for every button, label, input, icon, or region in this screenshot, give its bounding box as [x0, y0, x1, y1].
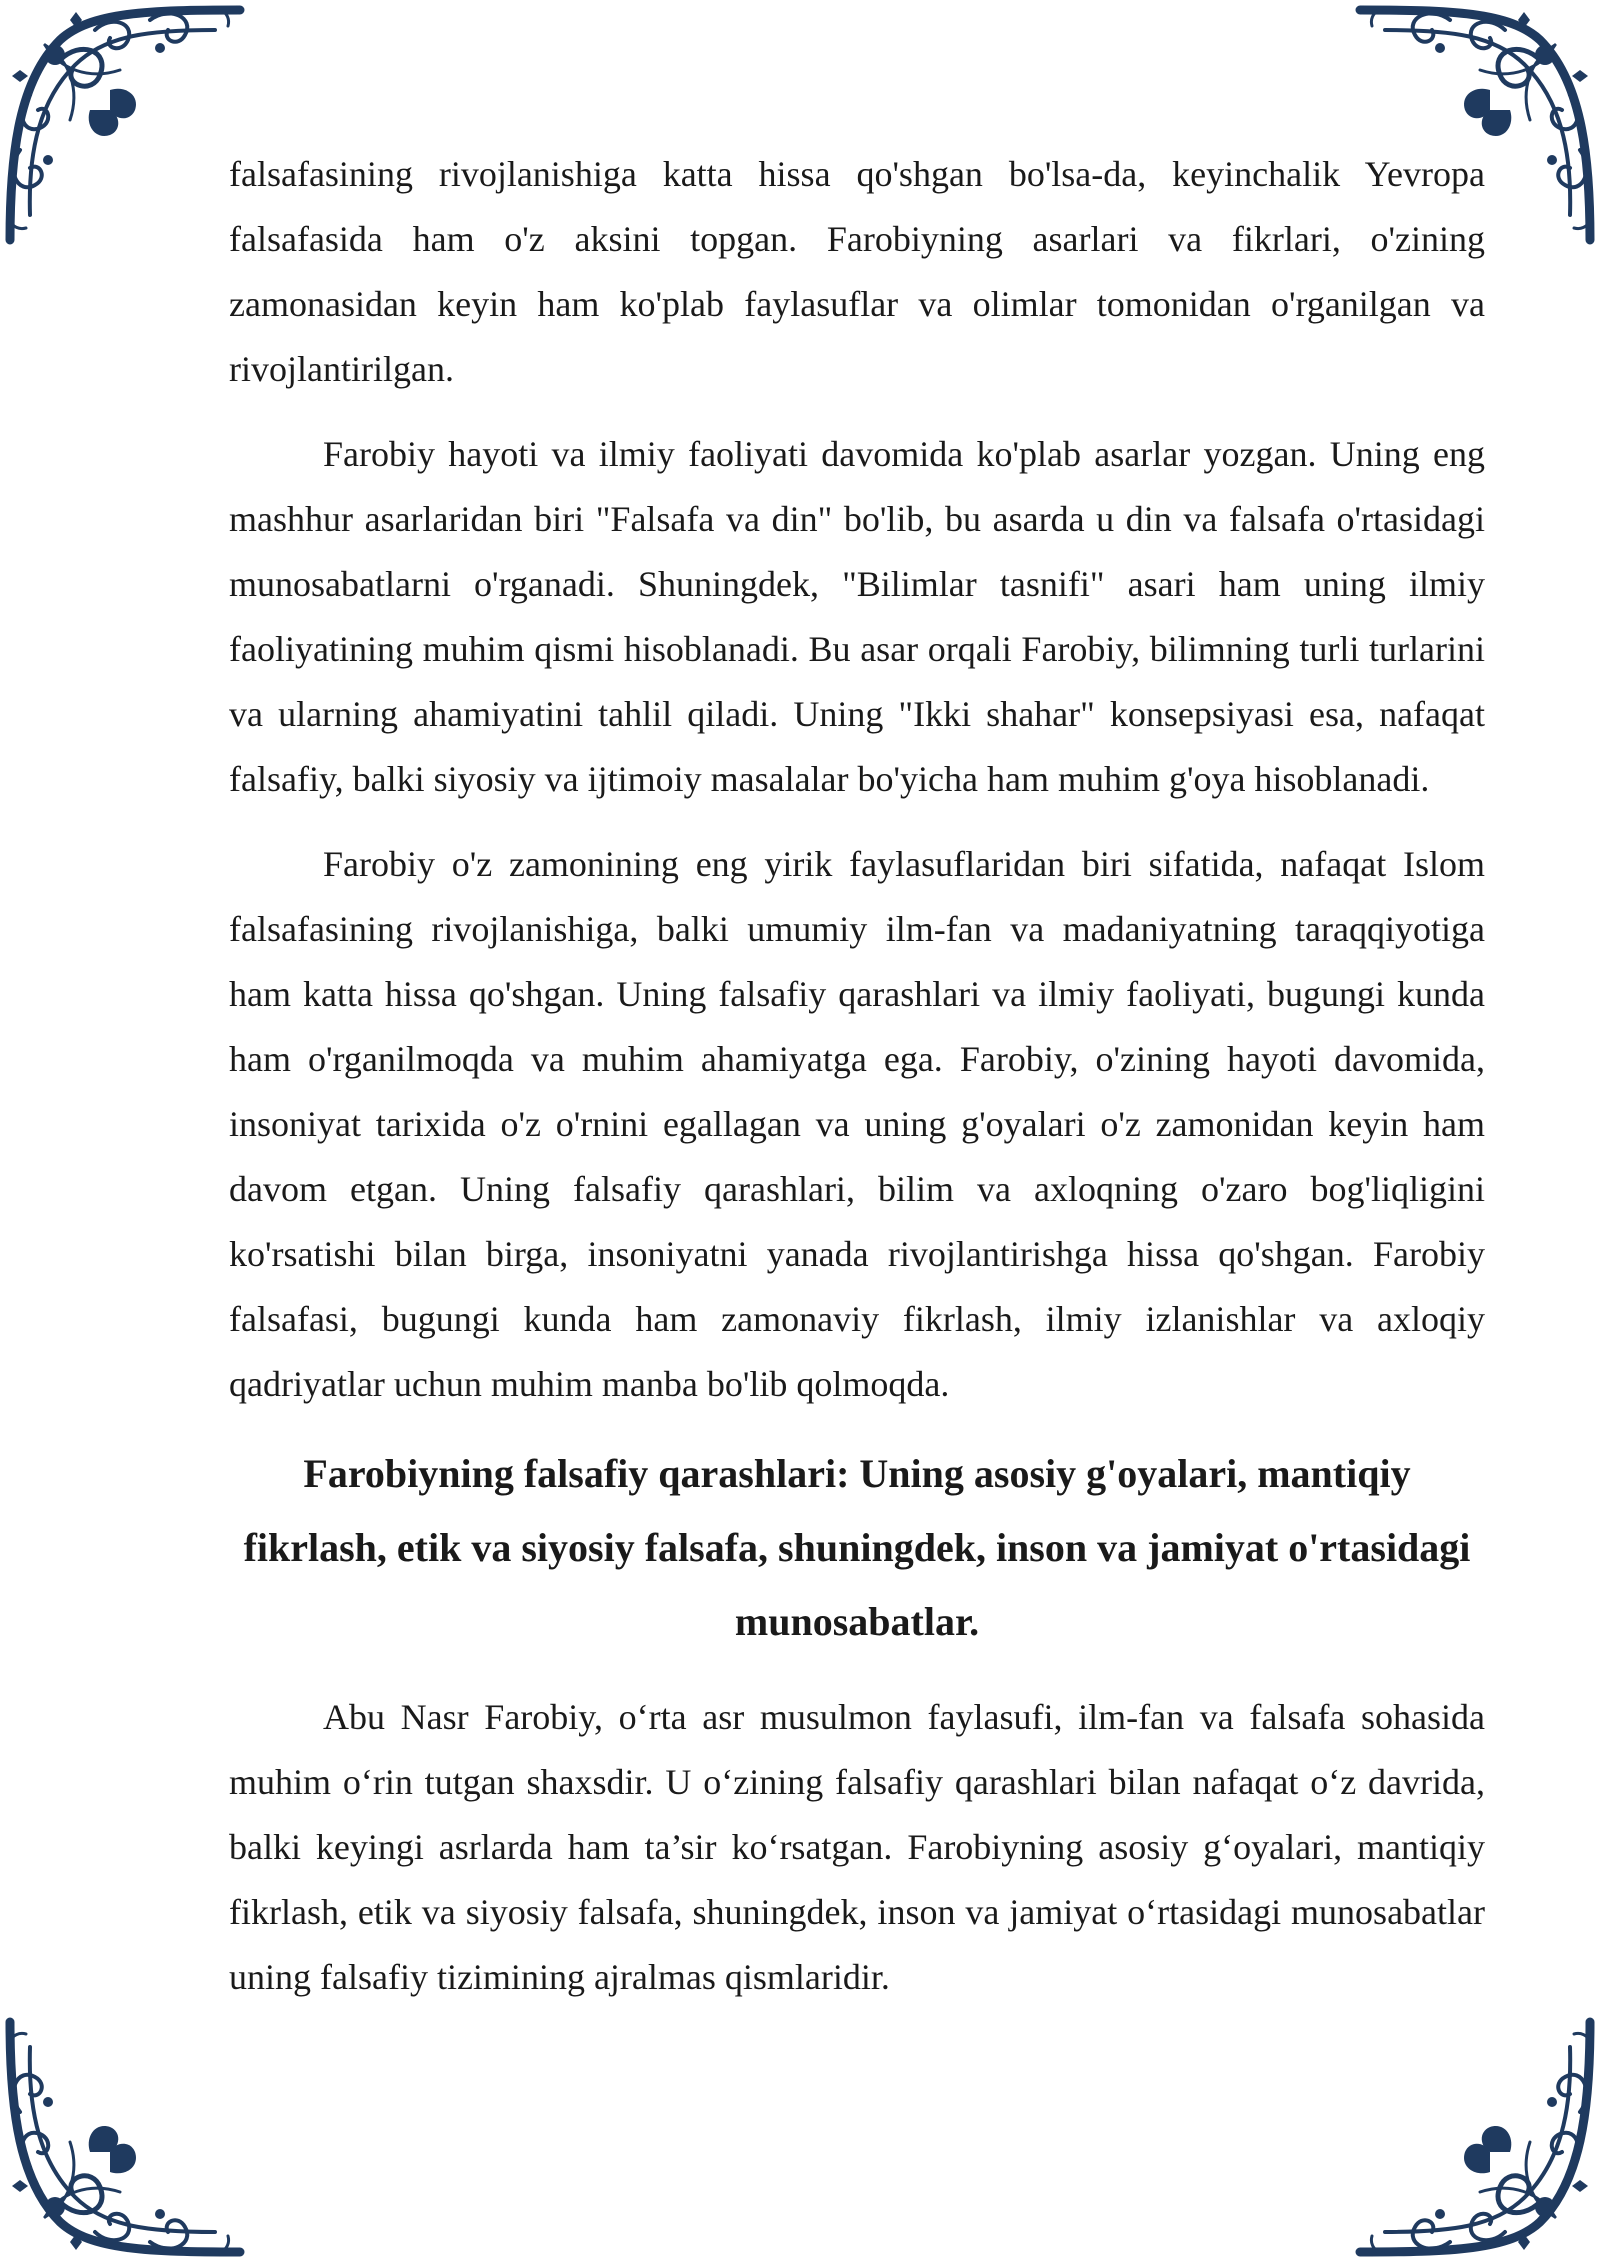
section-heading: Farobiyning falsafiy qarashlari: Uning asosiy g'oyalari, mantiqiy fikrlash, etik va siyosiy falsafa, shuningdek, inson va jamiyat o'rtasidagi munosabatlar.	[243, 1451, 1471, 1644]
paragraph-3: Farobiy o'z zamonining eng yirik faylasuflaridan biri sifatida, nafaqat Islom falsafasining rivojlanishiga, balki umumiy ilm-fan va madaniyatning taraqqiyotiga ham katta hissa qo'shgan. Uning falsafiy qarashlari va ilmiy faoliyati, bugungi kunda ham o'rganilmoqda va muhim ahamiyatga ega. Farobiy, o'zining hayoti davomida, insoniyat tarixida o'z o'rnini egallagan va uning g'oyalari o'z zamonidan keyin ham davom etgan. Uning falsafiy qarashlari, bilim va axloqning o'zaro bog'liqligini ko'rsatishi bilan birga, insoniyatni yanada rivojlantirishga hissa qo'shgan. Farobiy falsafasi, bugungi kunda ham zamonaviy fikrlash, ilmiy izlanishlar va axloqiy qadriyatlar uchun muhim manba bo'lib qolmoqda.	[229, 844, 1485, 1404]
corner-ornament-top-left	[0, 0, 250, 250]
paragraph-2: Farobiy hayoti va ilmiy faoliyati davomida ko'plab asarlar yozgan. Uning eng mashhur asarlaridan biri "Falsafa va din" bo'lib, bu asarda u din va falsafa o'rtasidagi munosabatlarni o'rganadi. Shuningdek, "Bilimlar tasnifi" asari ham uning ilmiy faoliyatining muhim qismi hisoblanadi. Bu asar orqali Farobiy, bilimning turli turlarini va ularning ahamiyatini tahlil qiladi. Uning "Ikki shahar" konsepsiyasi esa, nafaqat falsafiy, balki siyosiy va ijtimoiy masalalar bo'yicha ham muhim g'oya hisoblanadi.	[229, 434, 1485, 799]
floral-ornament-icon	[0, 2012, 250, 2262]
corner-ornament-bottom-right	[1350, 2012, 1600, 2262]
document-body	[229, 142, 1485, 2010]
paragraph-4: Abu Nasr Farobiy, o‘rta asr musulmon faylasufi, ilm-fan va falsafa sohasida muhim o‘rin tutgan shaxsdir. U o‘zining falsafiy qarashlari bilan nafaqat o‘z davrida, balki keyingi asrlarda ham ta’sir ko‘rsatgan. Farobiyning asosiy g‘oyalari, mantiqiy fikrlash, etik va siyosiy falsafa, shuningdek, inson va jamiyat o‘rtasidagi munosabatlar uning falsafiy tizimining ajralmas qismlaridir.	[229, 1697, 1485, 1997]
floral-ornament-icon	[1350, 2012, 1600, 2262]
corner-ornament-bottom-left	[0, 2012, 250, 2262]
floral-ornament-icon	[0, 0, 250, 250]
paragraph-1: falsafasining rivojlanishiga katta hissa qo'shgan bo'lsa-da, keyinchalik Yevropa falsafasida ham o'z aksini topgan. Farobiyning asarlari va fikrlari, o'zining zamonasidan keyin ham ko'plab faylasuflar va olimlar tomonidan o'rganilgan va rivojlantirilgan.	[229, 154, 1485, 389]
